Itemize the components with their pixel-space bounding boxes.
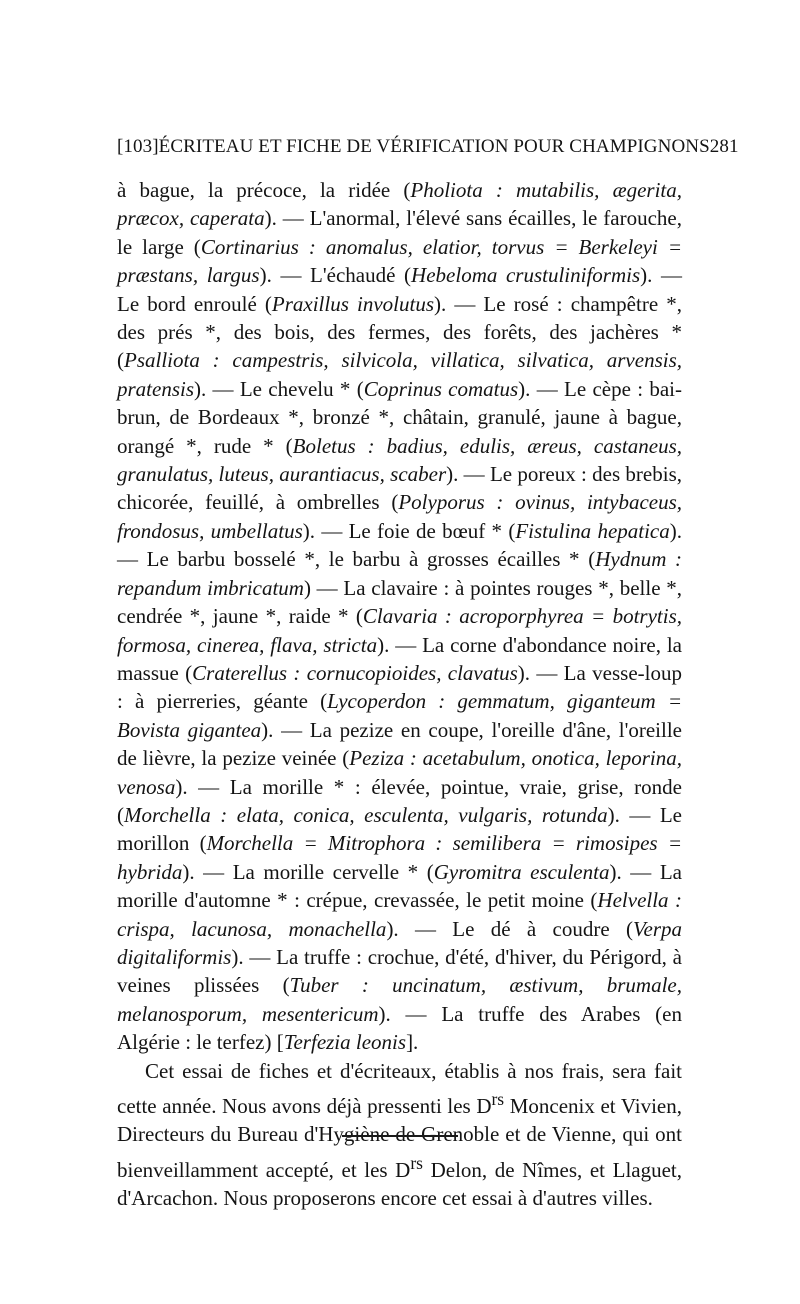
latin-name-text: Praxillus involutus	[271, 291, 434, 316]
latin-name-text: Morchella = Mitrophora : semilibera = rimosipes = hybrida	[117, 831, 682, 884]
latin-name-text: Cortinarius : anomalus, elatior, torvus = Berkeleyi = præstans, largus	[117, 234, 682, 288]
latin-name-text: Verpa digitaliformis	[117, 916, 682, 969]
latin-name-text: Lycoperdon : gemmatum, giganteum = Bovista gigantea	[117, 689, 682, 742]
text-run: ). — La pezize en coupe, l'oreille d'âne, l'oreille de lièvre, la pezize veinée (	[117, 717, 682, 771]
text-run: ). — Le poreux : des brebis, chicorée, feuillé, à ombrelles (	[117, 462, 683, 515]
latin-name-text: Craterellus : cornucopioides, clavatus	[192, 660, 518, 685]
header-section-number: [103]	[117, 136, 159, 157]
text-run: ). — La truffe des Arabes (en Algérie : le terfez) [	[117, 1001, 682, 1055]
latin-name-text: Morchella : elata, conica, esculenta, vulgaris, rotunda	[124, 802, 608, 827]
text-run: ). — La morille * : élevée, pointue, vraie, grise, ronde (	[117, 774, 682, 827]
latin-name-text: Peziza : acetabulum, onotica, leporina, venosa	[117, 746, 682, 799]
superscript-text: rs	[410, 1152, 423, 1173]
header-title: ÉCRITEAU ET FICHE DE VÉRIFICATION POUR CHAMPIGNONS	[158, 136, 710, 157]
running-header	[117, 136, 739, 158]
text-run: ). — Le cèpe : bai-brun, de Bordeaux *, bronzé *, châtain, granulé, jaune à bague, orangé *, rude * (	[117, 376, 682, 458]
text-run: ). — L'échaudé (	[259, 263, 412, 288]
latin-name-text: Polyporus : ovinus, intybaceus, frondosus, umbellatus	[117, 490, 683, 543]
text-run: ). — Le barbu bosselé *, le barbu à grosses écailles * (	[117, 518, 682, 572]
text-run: ). — La vesse-loup : à pierreries, géante (	[117, 660, 682, 714]
text-run: ). — Le morillon (	[117, 802, 682, 856]
end-rule	[342, 1135, 458, 1137]
latin-name-text: Terfezia leonis	[283, 1030, 407, 1055]
text-run: ). — La truffe : crochue, d'été, d'hiver, du Périgord, à veines plissées (	[117, 944, 682, 998]
text-run: ) — La clavaire : à pointes rouges *, belle *, cendrée *, jaune *, raide * (	[117, 575, 682, 629]
text-run: à bague, la précoce, la ridée (	[117, 178, 411, 202]
latin-name-text: Hydnum : repandum imbricatum	[117, 547, 682, 600]
text-run: ). — Le foie de bœuf * (	[302, 518, 516, 543]
text-run: ].	[406, 1030, 419, 1055]
text-run: ). — Le chevelu * (	[194, 376, 364, 401]
text-run: Delon, de Nîmes, et Llaguet, d'Arcachon. Nous proposerons encore cet essai à d'autres villes.	[117, 1157, 682, 1211]
latin-name-text: Psalliota : campestris, silvicola, villatica, silvatica, arvensis, pratensis	[117, 348, 682, 401]
latin-name-text: Coprinus comatus	[363, 376, 519, 401]
superscript-text: rs	[491, 1089, 505, 1109]
text-run: ). — L'anormal, l'élevé sans écailles, le farouche, le large (	[117, 206, 682, 259]
page-body	[117, 176, 682, 1213]
text-run: ). — La morille cervelle * (	[182, 859, 434, 884]
latin-name-text: Gyromitra esculenta	[433, 859, 610, 884]
text-run: ). — La corne d'abondance noire, la massue (	[117, 632, 682, 685]
latin-name-text: Tuber : uncinatum, æstivum, brumale, melanosporum, mesentericum	[117, 973, 682, 1026]
latin-name-text: Hebeloma crustuliniformis	[411, 263, 641, 288]
latin-name-text: Helvella : crispa, lacunosa, monachella	[117, 888, 682, 941]
latin-name-text: Clavaria : acroporphyrea = botrytis, formosa, cinerea, flava, stricta	[117, 604, 682, 657]
latin-name-text: Boletus : badius, edulis, æreus, castaneus, granulatus, luteus, aurantiacus, scaber	[117, 433, 682, 487]
page-number: 281	[709, 136, 739, 157]
text-run: Moncenix et Vivien, Directeurs du Bureau d'Hygiène de Grenoble et de Vienne, qui ont bienveillamment accepté, et les D	[117, 1094, 682, 1182]
text-run: ). — Le rosé : champêtre *, des prés *, des bois, des fermes, des forêts, des jachères * (	[117, 291, 682, 373]
latin-name-text: Pholiota : mutabilis, ægerita, præcox, caperata	[117, 178, 682, 231]
text-run: ). — La morille d'automne * : crépue, crevassée, le petit moine (	[117, 859, 682, 913]
text-run: ). — Le dé à coudre (	[386, 916, 633, 941]
paragraph-mushroom-list	[117, 176, 682, 1057]
text-run: Cet essai de fiches et d'écriteaux, établis à nos frais, sera fait cette année. Nous avons déjà pressenti les D	[117, 1058, 682, 1118]
text-run: ). — Le bord enroulé (	[117, 263, 682, 316]
latin-name-text: Fistulina hepatica	[515, 518, 670, 543]
